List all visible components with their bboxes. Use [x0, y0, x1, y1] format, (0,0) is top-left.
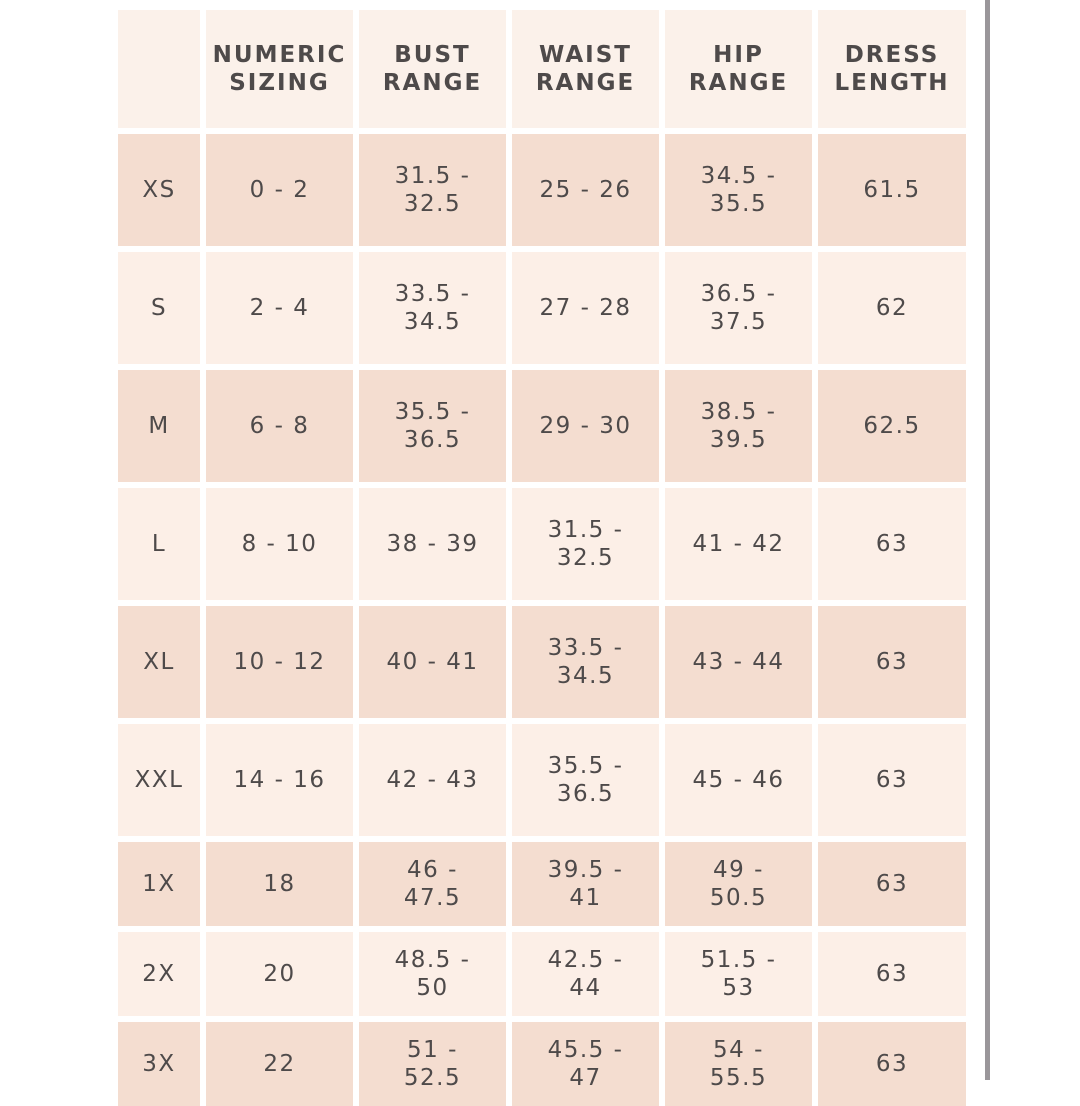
cell-waist: [512, 842, 659, 926]
cell-size: [118, 134, 200, 246]
cell-text: 10 - 12: [233, 649, 326, 675]
cell-text: 51.5 - 53: [700, 947, 777, 1001]
cell-waist: [512, 134, 659, 246]
cell-size: [118, 1022, 200, 1106]
header-bust-range: BUST RANGE: [359, 10, 506, 128]
cell-length: [818, 606, 966, 718]
cell-numeric: [206, 724, 353, 836]
cell-numeric: [206, 370, 353, 482]
cell-numeric: [206, 488, 353, 600]
cell-size: [118, 724, 200, 836]
cell-text: 20: [263, 961, 296, 987]
cell-text: 18: [263, 871, 296, 897]
cell-length: [818, 488, 966, 600]
cell-text: 34.5 - 35.5: [700, 163, 777, 217]
cell-bust: [359, 932, 506, 1016]
cell-bust: [359, 252, 506, 364]
cell-bust: [359, 1022, 506, 1106]
header-waist-range: WAIST RANGE: [512, 10, 659, 128]
cell-hip: [665, 488, 812, 600]
cell-text: XXL: [134, 767, 184, 793]
cell-numeric: [206, 134, 353, 246]
cell-text: 31.5 - 32.5: [394, 163, 471, 217]
cell-text: 63: [875, 871, 909, 897]
cell-text: 63: [875, 961, 909, 987]
cell-text: 41 - 42: [692, 531, 785, 557]
cell-hip: [665, 606, 812, 718]
cell-text: 29 - 30: [539, 413, 632, 439]
cell-text: 0 - 2: [249, 177, 310, 203]
cell-hip: [665, 842, 812, 926]
cell-text: 35.5 - 36.5: [547, 753, 624, 807]
cell-numeric: [206, 606, 353, 718]
cell-text: 54 - 55.5: [709, 1037, 768, 1091]
cell-size: [118, 842, 200, 926]
cell-length: [818, 932, 966, 1016]
cell-hip: [665, 252, 812, 364]
cell-text: 1X: [142, 871, 176, 897]
cell-bust: [359, 488, 506, 600]
cell-hip: [665, 932, 812, 1016]
cell-text: 38.5 - 39.5: [700, 399, 777, 453]
cell-waist: [512, 488, 659, 600]
cell-text: S: [150, 295, 168, 321]
cell-length: [818, 134, 966, 246]
cell-text: 43 - 44: [692, 649, 785, 675]
cell-waist: [512, 1022, 659, 1106]
cell-numeric: [206, 932, 353, 1016]
cell-text: 42.5 - 44: [547, 947, 624, 1001]
cell-waist: [512, 606, 659, 718]
cell-text: 33.5 - 34.5: [394, 281, 471, 335]
cell-text: 22: [263, 1051, 296, 1077]
cell-text: 45 - 46: [692, 767, 785, 793]
cell-waist: [512, 252, 659, 364]
cell-text: 8 - 10: [241, 531, 318, 557]
cell-text: 51 - 52.5: [403, 1037, 462, 1091]
cell-hip: [665, 724, 812, 836]
cell-length: [818, 1022, 966, 1106]
cell-text: 63: [875, 1051, 909, 1077]
scrollbar[interactable]: [985, 0, 990, 1080]
cell-waist: [512, 932, 659, 1016]
cell-bust: [359, 606, 506, 718]
cell-size: [118, 370, 200, 482]
cell-length: [818, 252, 966, 364]
cell-bust: [359, 842, 506, 926]
cell-text: 49 - 50.5: [709, 857, 768, 911]
cell-size: [118, 932, 200, 1016]
cell-text: XL: [143, 649, 175, 675]
header-empty: [118, 10, 200, 128]
cell-text: L: [151, 531, 167, 557]
cell-text: 6 - 8: [249, 413, 310, 439]
cell-text: 14 - 16: [233, 767, 326, 793]
cell-length: [818, 724, 966, 836]
cell-waist: [512, 370, 659, 482]
cell-length: [818, 842, 966, 926]
cell-hip: [665, 370, 812, 482]
cell-text: M: [148, 413, 170, 439]
cell-bust: [359, 724, 506, 836]
cell-text: 35.5 - 36.5: [394, 399, 471, 453]
cell-text: 39.5 - 41: [547, 857, 624, 911]
cell-text: 62.5: [863, 413, 921, 439]
cell-hip: [665, 1022, 812, 1106]
header-dress-length: DRESS LENGTH: [818, 10, 966, 128]
cell-text: 2X: [142, 961, 176, 987]
header-hip-range: HIP RANGE: [665, 10, 812, 128]
cell-waist: [512, 724, 659, 836]
cell-text: XS: [142, 177, 176, 203]
cell-size: [118, 252, 200, 364]
cell-text: 3X: [142, 1051, 176, 1077]
cell-text: 62: [875, 295, 909, 321]
cell-bust: [359, 134, 506, 246]
cell-text: 45.5 - 47: [547, 1037, 624, 1091]
cell-text: 31.5 - 32.5: [547, 517, 624, 571]
cell-bust: [359, 370, 506, 482]
cell-text: 63: [875, 767, 909, 793]
cell-text: 38 - 39: [386, 531, 479, 557]
size-chart-table: [118, 10, 964, 1106]
cell-text: 63: [875, 649, 909, 675]
cell-text: 33.5 - 34.5: [547, 635, 624, 689]
cell-numeric: [206, 1022, 353, 1106]
cell-text: 48.5 - 50: [394, 947, 471, 1001]
cell-text: 2 - 4: [249, 295, 310, 321]
cell-text: 46 - 47.5: [403, 857, 462, 911]
cell-numeric: [206, 842, 353, 926]
cell-text: 63: [875, 531, 909, 557]
cell-hip: [665, 134, 812, 246]
cell-text: 25 - 26: [539, 177, 632, 203]
cell-text: 27 - 28: [539, 295, 632, 321]
cell-text: 61.5: [863, 177, 921, 203]
cell-text: 42 - 43: [386, 767, 479, 793]
cell-length: [818, 370, 966, 482]
cell-numeric: [206, 252, 353, 364]
cell-text: 36.5 - 37.5: [700, 281, 777, 335]
cell-size: [118, 488, 200, 600]
cell-size: [118, 606, 200, 718]
header-numeric-sizing: NUMERIC SIZING: [206, 10, 353, 128]
cell-text: 40 - 41: [386, 649, 479, 675]
